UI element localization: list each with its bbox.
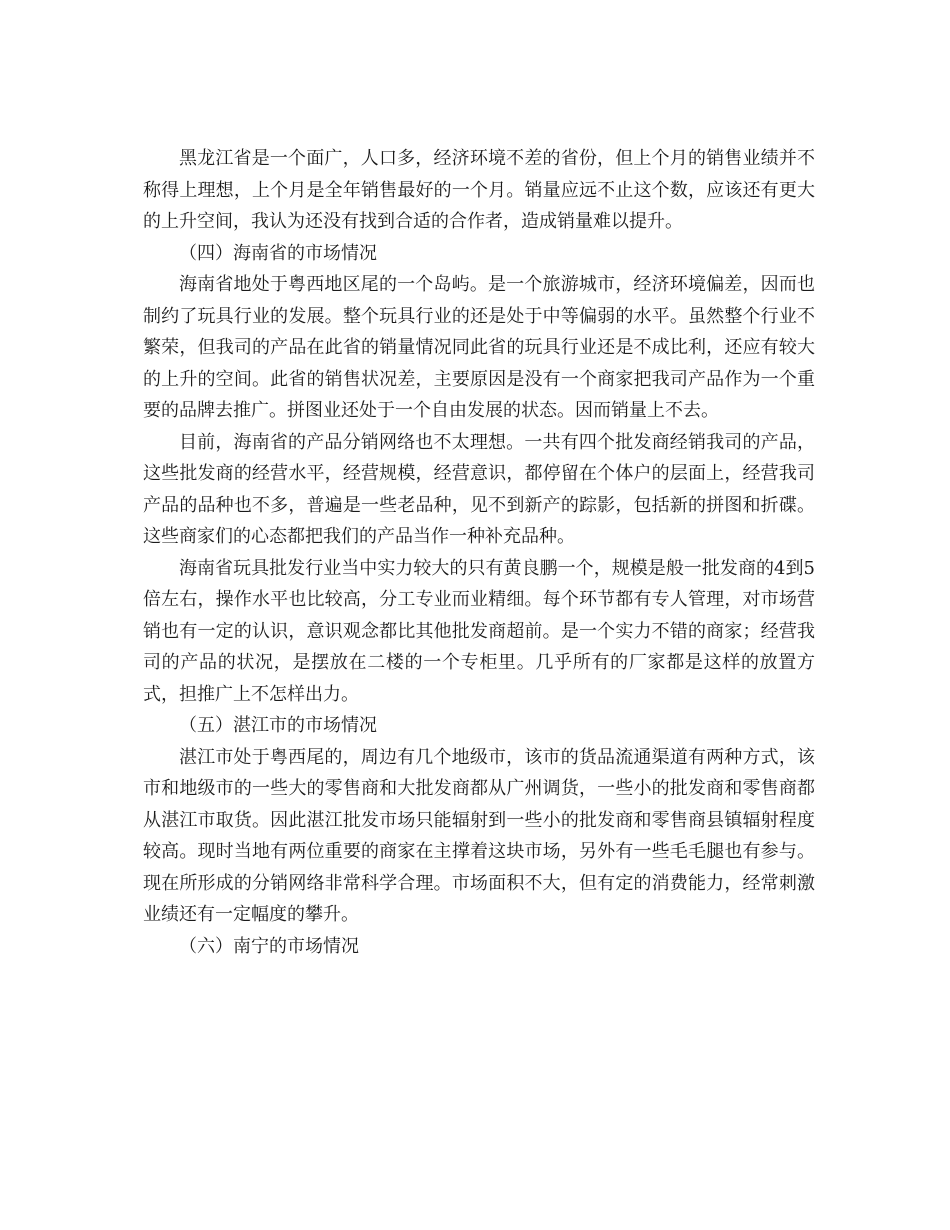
paragraph-heilongjiang: 黑龙江省是一个面广，人口多，经济环境不差的省份，但上个月的销售业绩并不称得上理想，上个月是全年销售最好的一个月。销量应远不止这个数，应该还有更大的上升空间，我认为还没有找到合适的合作者，造成销量难以提升。 xyxy=(143,148,815,232)
paragraph-zhanjiang: 湛江市处于粤西尾的，周边有几个地级市，该市的货品流通渠道有两种方式，该市和地级市的一些大的零售商和大批发商都从广州调货，一些小的批发商和零售商都从湛江市取货。因此湛江批发市场只能辐射到一些小的批发商和零售商县镇辐射程度较高。现时当地有两位重要的商家在主撑着这块市场，另外有一些毛毛腿也有参与。现在所形成的分销网络非常科学合理。市场面积不大，但有定的消费能力，经常刺激业绩还有一定幅度的攀升。 xyxy=(143,746,815,925)
paragraph-hainan-wholesaler: 海南省玩具批发行业当中实力较大的只有黄良鹏一个，规模是般一批发商的4到5倍左右，操作水平也比较高，分工专业而业精细。每个环节都有专人管理，对市场营销也有一定的认识，意识观念都比其他批发商超前。是一个实力不错的商家；经营我司的产品的状况，是摆放在二楼的一个专柜里。几乎所有的厂家都是这样的放置方式，担推广上不怎样出力。 xyxy=(143,557,815,705)
paragraph-hainan-overview: 海南省地处于粤西地区尾的一个岛屿。是一个旅游城市，经济环境偏差，因而也制约了玩具行业的发展。整个玩具行业的还是处于中等偏弱的水平。虽然整个行业不繁荣，但我司的产品在此省的销量情况同此省的玩具行业还是不成比利，还应有较大的上升的空间。此省的销售状况差，主要原因是没有一个商家把我司产品作为一个重要的品牌去推广。拼图业还处于一个自由发展的状态。因而销量上不去。 xyxy=(143,274,815,421)
paragraph-hainan-network: 目前，海南省的产品分销网络也不太理想。一共有四个批发商经销我司的产品，这些批发商的经营水平，经营规模，经营意识，都停留在个体户的层面上，经营我司产品的品种也不多，普遍是一些老品种，见不到新产的踪影，包括新的拼图和折碟。这些商家们的心态都把我们的产品当作一种补充品种。 xyxy=(143,431,815,547)
section-heading-hainan: （四）海南省的市场情况 xyxy=(179,242,377,264)
section-heading-zhanjiang: （五）湛江市的市场情况 xyxy=(179,715,377,736)
section-heading-nanning: （六）南宁的市场情况 xyxy=(179,935,359,957)
